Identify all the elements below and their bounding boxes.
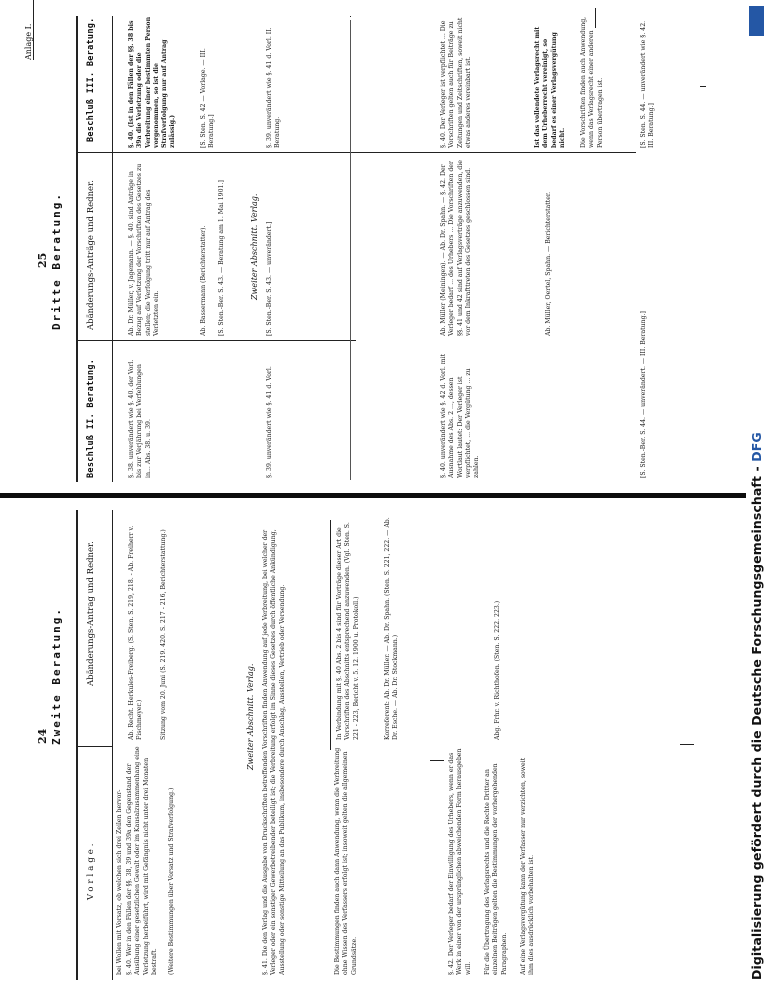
digitization-credit	[749, 30, 764, 980]
right-row1-antrag-2: Ab. Bassermann (Berichterstatter).	[200, 225, 207, 336]
right-row3-footer: [S. Sten.-Ber. S. 44. — unverändert. — III. Beratung.]	[640, 311, 647, 478]
right-row3-bold: Ist das vollendete Verlagsrecht mit dem Urheberrecht vereinigt, so bedarf es einer Verlagsvergütung nicht.	[534, 26, 566, 148]
left-vorlage-text: bei Wollen mit Vorsatz, ob welchen sich drei Zeilen hervor-	[116, 789, 123, 975]
right-column-heading-beschluss-3: Beschluß III. Beratung.	[86, 17, 96, 142]
right-row2-antrag: [S. Sten.-Ber. S. 43. — unverändert.]	[266, 221, 273, 336]
left-side-note: In Verbindung mit §. 40 Abs. 2 bis 4 sind für Vorträge dieser Art die Vorschriften des Abschnitts entsprechend anzuwenden. (Vgl. Sten. S. 221 - 223, Bericht v. 5. 12. 1900 u. Protokoll.)	[336, 522, 360, 740]
right-column-divider-1	[76, 152, 636, 153]
left-vorlage-paragraph: §. 40. Wer in den Fällen der §§. 38, 39 und 39a den Gegenstand der Ausübung einer gesetzlichen Gewalt oder im Kausalzusammenhang eine Verletzung herbeiführt, wird mit Gefängnis nicht unter drei Monaten bestraft.	[126, 746, 158, 975]
separator-dash	[430, 760, 444, 761]
left-column-heading-vorlage: Vorlage.	[86, 840, 96, 900]
spacer	[350, 16, 351, 17]
left-side-note-2: Korreferent: Ab. Dr. Müller. — Ab. Dr. Spahn. (Sten. S. 221, 222. — Ab. Dr. Esche. — Ab. Dr. Stockmann.)	[384, 517, 400, 740]
right-row1-antrag-3: [S. Sten.-Ber. S. 43. — Beratung am 1. Mai 1901.]	[218, 180, 225, 336]
right-row3-beschluss-3-2: Die Vorschriften finden auch Anwendung, wenn das Verlagsrecht einer anderen Person übertragen ist.	[580, 16, 604, 148]
page-binding-seam	[0, 493, 746, 498]
header-rule-bottom	[112, 510, 113, 980]
right-row3-bracket	[595, 8, 596, 28]
annex-label: Anlage I.	[24, 0, 34, 60]
right-row3-beschluss-3: §. 40. Der Verleger ist verpflichtet ... Die Vorschriften gelten auch für Beiträge zu Zeitungen und Zeitschriften, soweit nicht etwas anderes vereinbart ist.	[440, 17, 472, 148]
right-row1-beschluss-3: §. 40. (Ist in den Fällen der §§. 38 bis 39a die Verletzung oder die Verbreitung einer bestimmten Person vorgenommen, so ist die Strafverfolgung nur auf Antrag zulässig.)	[128, 16, 177, 148]
right-row3-antrag-2: Ab. Müller, Oertel, Spahn. — Berichterstatter.	[545, 191, 552, 336]
right-header-rule-bottom	[112, 16, 113, 482]
left-footer-paragraph-3: Auf eine Verlagsvergütung kann der Verfasser nur verzichten, soweit ihm dies ausdrücklich vorbehalten ist.	[520, 757, 536, 975]
right-mid-heading: Zweiter Abschnitt. Verlag.	[250, 193, 259, 300]
right-column-heading-beschluss: Beschluß II. Beratung.	[86, 358, 96, 478]
digitization-credit-text: Digitalisierung gefördert durch die Deutsche Forschungsgemeinschaft -	[749, 461, 764, 980]
header-rule	[76, 510, 78, 980]
side-note-bracket	[330, 520, 331, 750]
separator-dash-2	[680, 744, 694, 745]
right-header-rule	[76, 16, 78, 482]
right-row3-antrag: Ab. Müller (Meiningen). — Ab. Dr. Spahn. — §. 42. Der Verleger bedarf ... des Urhebers ... Die Vorschriften der §§. 41 und 42 sind auf Verlagsverträge anzuwenden, die vor dem Inkrafttreten des Gesetzes geschlossen sind.	[440, 160, 472, 336]
column-divider	[76, 746, 112, 747]
left-body-paragraph: §. 41. Die den Verlag und die Ausgabe von Druckschriften betreffenden Vorschriften finden Anwendung auf jede Verbreitung, bei welcher der Verleger oder ein sonstiger Gewerbetreibender beteiligt ist; die Verbreitung erfolgt im Sinne dieses Gesetzes durch öffentliche Ankündigung, Ausstellung oder sonstige Mitteilung an das Publikum, insbesondere durch Anschlag, Ausstellen, Vertrieb oder Versendung.	[262, 529, 286, 975]
right-row1-beschluss: §. 38. unverändert wie §. 40. der Vorl. bis zur Verjährung bei Verfehlungen in... Abs. 38. u. 39.	[128, 359, 152, 478]
right-row1-beschluss-3-note: [S. Sten. S. 42 — Vorlage. — III. Beratung.]	[200, 48, 216, 148]
left-redner-2: Sitzung vom 20. Juni (S. 219. 420. S. 217 - 216, Berichterstattung.)	[160, 529, 167, 740]
left-footer-redner: Abg. Frhr. v. Richthofen. (Sten. S. 222. 223.)	[494, 600, 501, 740]
left-redner-1: Ab. Recht. Herkules-Freiberg. (S. Sten. S. 219, 218. - Ab. Freiherr v. Fischmeyer.)	[128, 525, 144, 740]
right-mark	[700, 86, 706, 87]
left-footer-paragraph-1: §. 42. Der Verleger bedarf der Einwilligung des Urhebers, wenn er das Werk in einer von der ursprünglichen abweichenden Form herausgeben will.	[448, 748, 472, 975]
right-page-number: 25	[36, 252, 49, 268]
right-page-title: Dritte Beratung.	[50, 192, 63, 330]
left-column-heading-abaenderung: Abänderungs-Antrag und Redner.	[86, 541, 96, 686]
right-row-divider	[350, 20, 351, 480]
dfg-logo: DFG	[749, 432, 764, 462]
left-page-title: Zweite Beratung.	[50, 607, 63, 745]
right-column-divider-2	[76, 340, 356, 341]
left-page-number: 24	[36, 728, 49, 744]
left-vorlage-note: (Weitere Bestimmungen über Vorsatz und Strafverfolgung.)	[168, 787, 175, 975]
right-row2-beschluss-3: §. 39. unverändert wie §. 41 d. Vorl. II. Beratung.	[266, 27, 282, 148]
right-row3-beschluss: §. 40. unverändert wie §. 42 d. Vorl. mit Ausnahme des Abs. 2 ..., dessen Wortlaut lautet: Der Verleger ist verpflichtet, ... die Vergütung ... zu zahlen.	[440, 353, 481, 478]
left-section-heading: Zweiter Abschnitt. Verlag.	[246, 663, 255, 770]
left-footer-paragraph-2: Für die Übertragung des Verlagsrechts und die Rechte Dritter an einzelnen Beiträgen gelten die Bestimmungen der vorhergehenden Paragraphen.	[484, 763, 508, 975]
right-row3-footer-3: [S. Sten. S. 44. — unverändert wie §. 42. III. Beratung.]	[640, 20, 656, 148]
right-row2-beschluss: §. 39. unverändert wie §. 41 d. Vorl.	[266, 366, 273, 478]
right-column-heading-abaenderung: Abänderungs-Anträge und Redner.	[86, 180, 96, 330]
left-body-paragraph-2: Die Bestimmungen finden auch dann Anwendung, wenn die Verbreitung ohne Wissen des Verfassers erfolgt ist; insoweit gelten die allgemeinen Grundsätze.	[334, 747, 358, 975]
right-row1-antrag: Ab. Dr. Müller, v. Jagemann. — §. 40. sind Anträge in Bezug auf Verletzung der Vorschriften des Gesetzes zu stellen; die Verfolgung tritt nur auf Antrag des Verletzten ein.	[128, 163, 160, 336]
